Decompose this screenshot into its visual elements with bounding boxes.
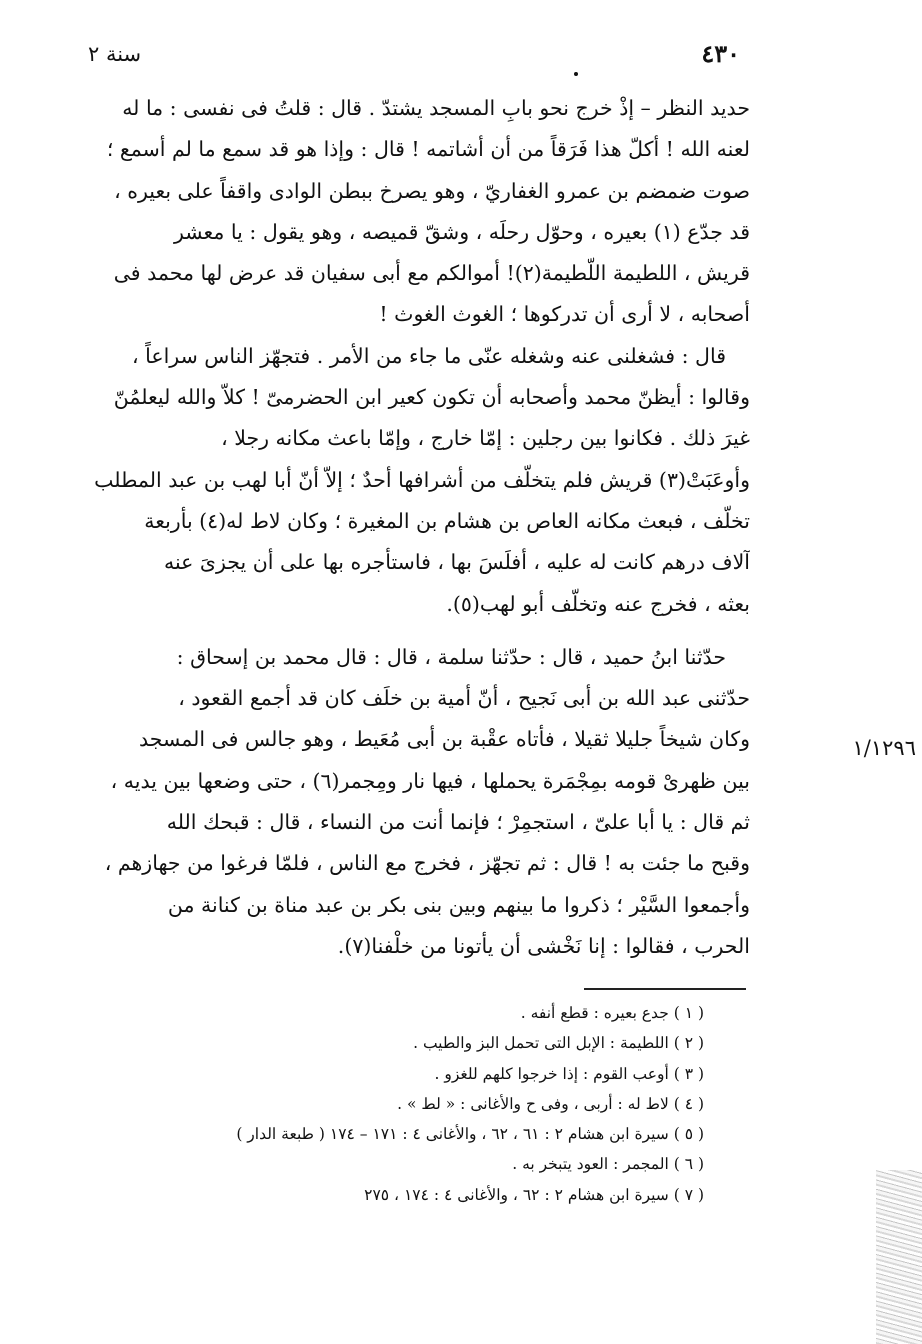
footnote: ( ٤ ) لاط له : أربى ، وفى ح والأغانى : « لط » . [397,1094,704,1113]
paragraph-gap [92,625,750,637]
page-number: ٤٣٠ [701,39,740,68]
text-line: لعنه الله ! أكلّ هذا فَرَقاً من أن أشاتمه ! قال : وإذا هو قد سمع ما لم أسمع ؛ [106,137,750,162]
running-header-year: سنة ٢ [88,42,142,66]
text-line: وأجمعوا السَّيْر ؛ ذكروا ما بينهم وبين بنى بكر بن عبد مناة بن كنانة من [167,892,750,917]
text-line: بين ظهرىْ قومه بمِجْمَرة يحملها ، فيها نار ومِجمر(٦) ، حتى وضعها بين يديه ، [110,768,750,793]
text-line: آلاف درهم كانت له عليه ، أفلَسَ بها ، فاستأجره بها على أن يجزىَ عنه [163,550,750,575]
footnote: ( ٥ ) سيرة ابن هشام ٢ : ٦١ ، ٦٢ ، والأغانى ٤ : ١٧١ – ١٧٤ ( طبعة الدار ) [236,1125,704,1144]
footnote: ( ٧ ) سيرة ابن هشام ٢ : ٦٢ ، والأغانى ٤ : ١٧٤ ، ٢٧٥ [364,1185,704,1204]
footnote: ( ٦ ) المجمر : العود يتبخر به . [512,1155,704,1174]
text-line: قال : فشغلنى عنه وشغله عنّى ما جاء من الأمر . فتجهّز الناس سراعاً ، [132,343,726,368]
text-line: وقبح ما جئت به ! قال : ثم تجهّز ، فخرج مع الناس ، فلمّا فرغوا من جهازهم ، [104,851,750,876]
text-line: حدّثنى عبد الله بن أبى نَجيح ، أنّ أمية بن خلَف كان قد أجمع القعود ، [178,686,750,711]
text-line: تخلّف ، فبعث مكانه العاص بن هشام بن المغيرة ؛ وكان لاط له(٤) بأربعة [144,508,750,533]
print-dot [574,72,578,76]
main-text [92,88,750,967]
text-line: وأوعَبَتْ(٣) قريش فلم يتخلّف من أشرافها أحدٌ ؛ إلاّ أنّ أبا لهب بن عبد المطلب [94,467,750,492]
text-line: حدّثنا ابنُ حميد ، قال : حدّثنا سلمة ، قال : قال محمد بن إسحاق : [176,644,726,669]
text-line: ثم قال : يا أبا علىّ ، استجمِرْ ؛ فإنما أنت من النساء ، قال : قبحك الله [166,810,750,835]
margin-reference: ١/١٢٩٦ [852,736,916,760]
text-line: بعثه ، فخرج عنه وتخلّف أبو لهب(٥). [446,591,750,616]
footnote: ( ٢ ) اللطيمة : الإبل التى تحمل البز والطيب . [413,1034,704,1053]
footnote: ( ٣ ) أوعب القوم : إذا خرجوا كلهم للغزو . [434,1064,704,1083]
footnote: ( ١ ) جدع بعيره : قطع أنفه . [520,1004,704,1022]
text-line: صوت ضمضم بن عمرو الغفاريّ ، وهو يصرخ ببطن الوادى واقفاً على بعيره ، [114,178,750,203]
text-line: قد جدّع (١) بعيره ، وحوّل رحلَه ، وشقّ قميصه ، وهو يقول : يا معشر [173,219,750,244]
scan-edge-noise [876,1170,922,1344]
text-line: قريش ، اللطيمة اللّطيمة(٢)! أموالكم مع أبى سفيان قد عرض لها محمد فى [113,261,750,286]
text-line: وقالوا : أيظنّ محمد وأصحابه أن تكون كعير ابن الحضرمىّ ! كلاّ والله ليعلمُنّ [113,385,750,410]
text-line: حديد النظر – إذْ خرج نحو بابِ المسجد يشتدّ . قال : قلتُ فى نفسى : ما له [122,96,750,120]
text-line: غيرَ ذلك . فكانوا بين رجلين : إمّا خارج ، وإمّا باعث مكانه رجلا ، [221,426,750,451]
footnote-divider [584,988,746,990]
text-line: أصحابه ، لا أرى أن تدركوها ؛ الغوث الغوث ! [379,302,750,327]
footnotes [130,998,704,1210]
text-line: وكان شيخاً جليلا ثقيلا ، فأتاه عقْبة بن أبى مُعَيط ، وهو جالس فى المسجد [138,727,750,752]
text-line: الحرب ، فقالوا : إنا نَخْشى أن يأتونا من خلْفنا(٧). [337,933,750,958]
